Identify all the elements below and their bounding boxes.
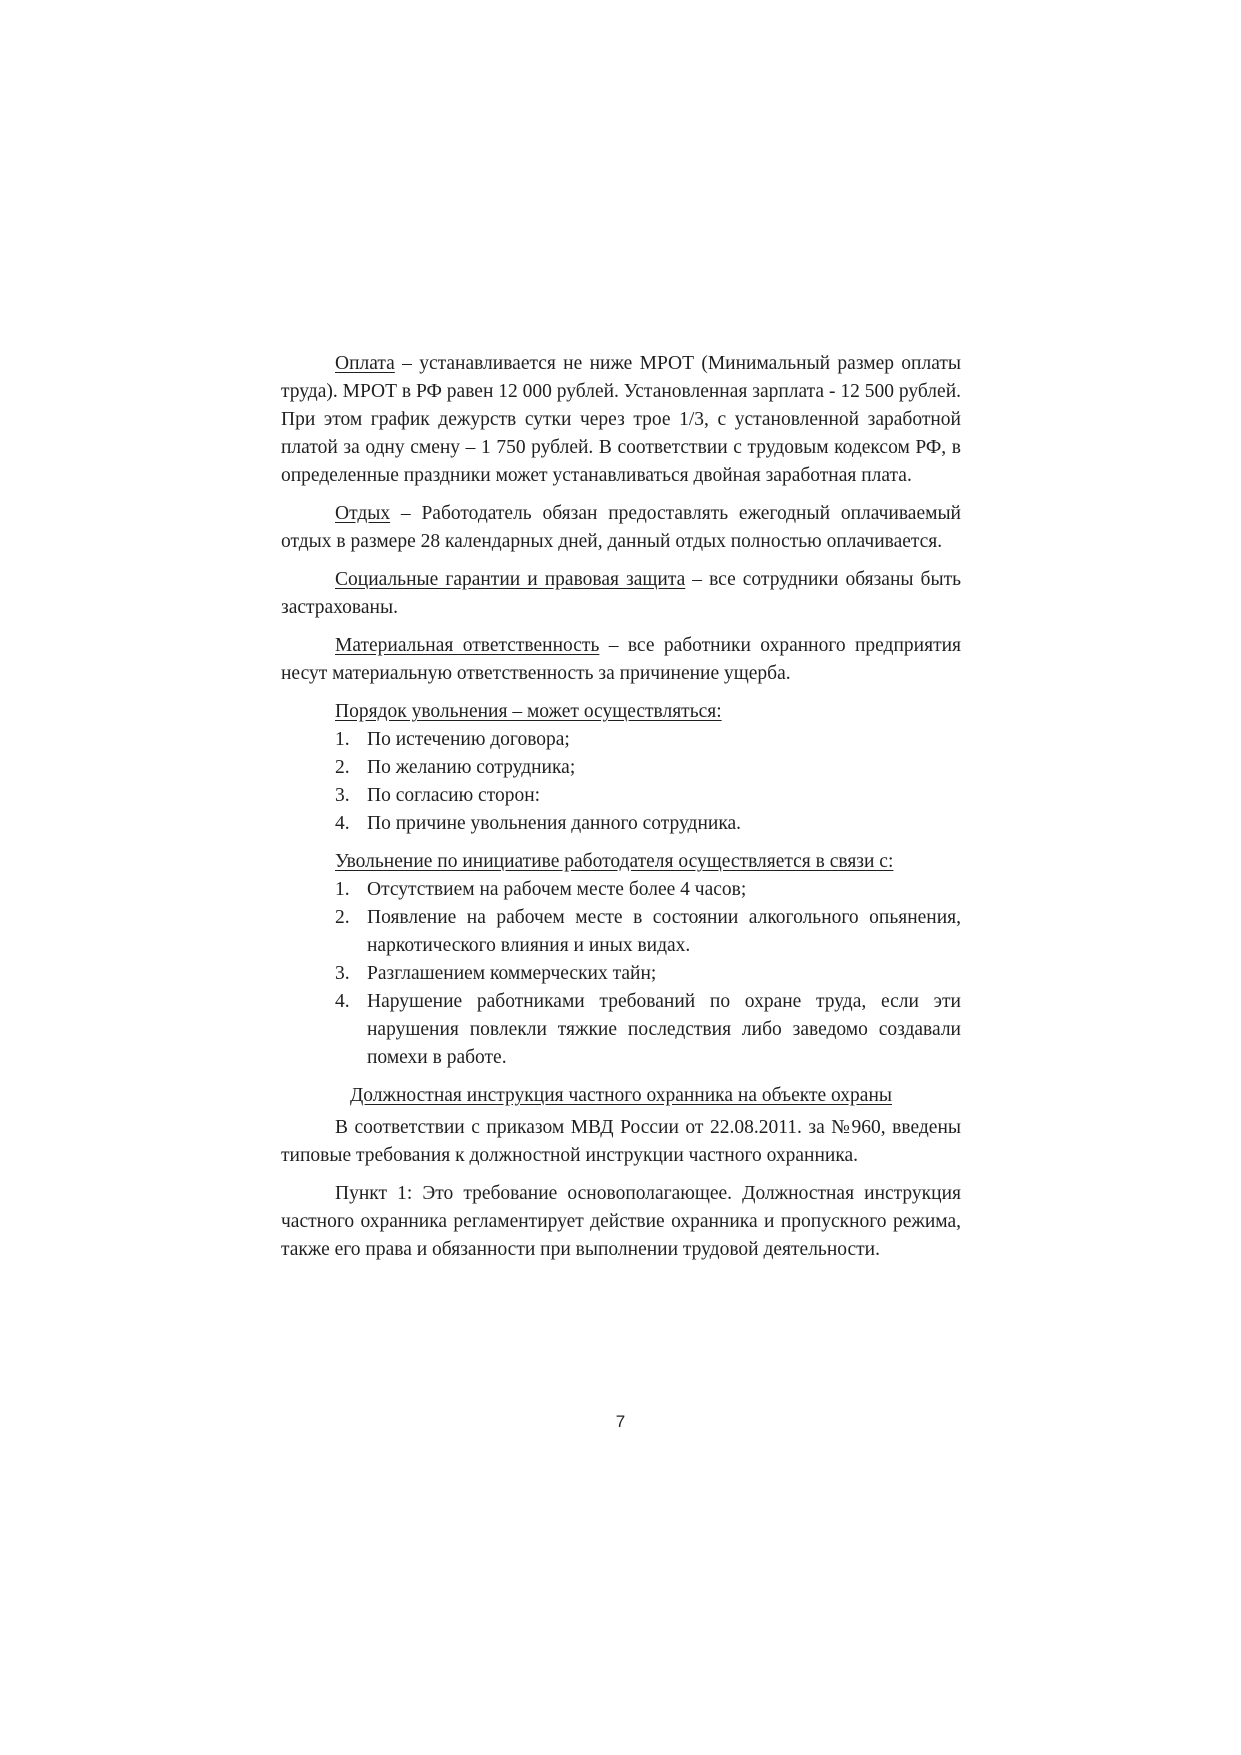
page-number: 7 bbox=[615, 1412, 626, 1431]
liability-paragraph bbox=[281, 632, 961, 688]
social-text: – все сотрудники обязаны быть застрахованы. bbox=[281, 569, 961, 618]
rest-text: – Работодатель обязан предоставлять ежегодный оплачиваемый отдых в размере 28 календарных дней, данный отдых полностью оплачивается. bbox=[281, 503, 961, 552]
list-item: 3. По согласию сторон: bbox=[335, 785, 541, 806]
liability-term: Материальная ответственность bbox=[335, 635, 600, 656]
social-term: Социальные гарантии и правовая защита bbox=[335, 569, 686, 590]
pay-text: – устанавливается не ниже МРОТ (Минимальный размер оплаты труда). МРОТ в РФ равен 12 000 рублей. Установленная зарплата - 12 500 рублей. При этом график дежурств сутки через трое 1/3, с установленной заработной платой за одну смену – 1 750 рублей. В соответствии с трудовым кодексом РФ, в определенные праздники может устанавливаться двойная заработная плата. bbox=[281, 353, 961, 486]
instruction-heading: Должностная инструкция частного охранника на объекте охраны bbox=[349, 1085, 892, 1106]
list-item: 4. Нарушение работниками требований по охране труда, если эти нарушения повлекли тяжкие последствия либо заведомо создавали помехи в работе. bbox=[335, 991, 961, 1068]
list-item: 3. Разглашением коммерческих тайн; bbox=[335, 963, 657, 984]
liability-text: – все работники охранного предприятия несут материальную ответственность за причинение ущерба. bbox=[281, 635, 961, 684]
pay-paragraph bbox=[281, 350, 961, 490]
list-item: 1. По истечению договора; bbox=[335, 729, 570, 750]
rest-paragraph bbox=[281, 500, 961, 556]
employer-dismissal-list bbox=[281, 876, 961, 1072]
list-item: 2. Появление на рабочем месте в состоянии алкогольного опьянения, наркотического влияния и иных видах. bbox=[335, 907, 961, 956]
list-item: 1. Отсутствием на рабочем месте более 4 часов; bbox=[335, 879, 747, 900]
rest-term: Отдых bbox=[335, 503, 391, 524]
list-item: 4. По причине увольнения данного сотрудника. bbox=[335, 813, 742, 834]
page-body bbox=[281, 350, 961, 1274]
list-item: 2. По желанию сотрудника; bbox=[335, 757, 576, 778]
dismissal-order-heading: Порядок увольнения – может осуществляться: bbox=[335, 701, 722, 722]
pay-term: Оплата bbox=[335, 353, 395, 374]
instruction-paragraph-1: В соответствии с приказом МВД России от 22.08.2011. за №960, введены типовые требования к должностной инструкции частного охранника. bbox=[281, 1117, 961, 1166]
dismissal-order-list bbox=[281, 726, 961, 838]
social-paragraph bbox=[281, 566, 961, 622]
instruction-paragraph-2: Пункт 1: Это требование основополагающее. Должностная инструкция частного охранника регламентирует действие охранника и пропускного режима, также его права и обязанности при выполнении трудовой деятельности. bbox=[281, 1183, 961, 1260]
employer-dismissal-heading: Увольнение по инициативе работодателя осуществляется в связи с: bbox=[335, 851, 894, 872]
